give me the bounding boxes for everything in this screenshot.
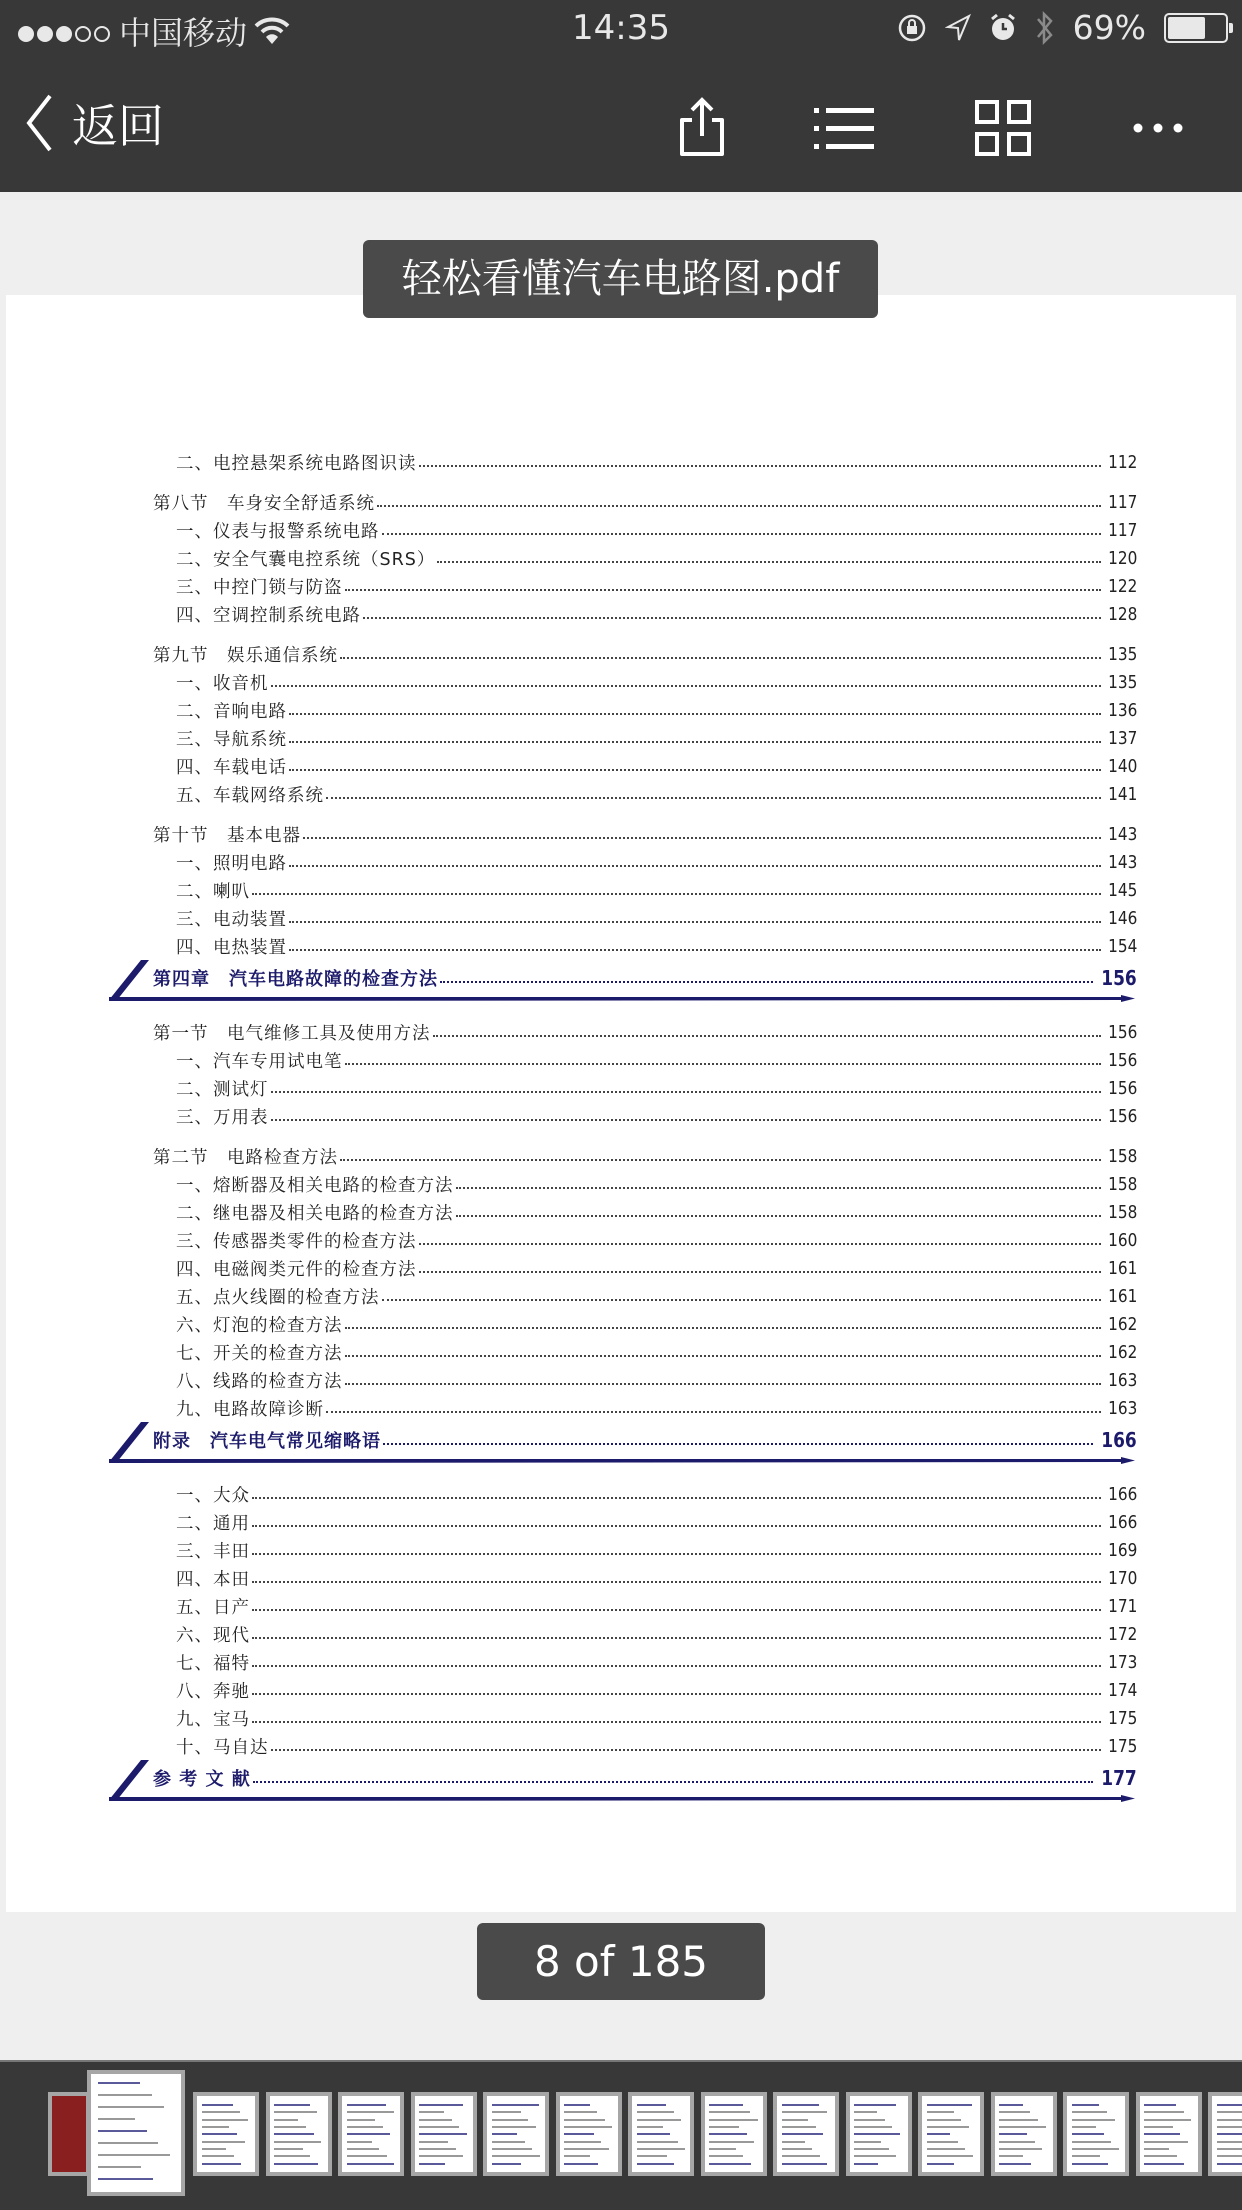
- thumbnail[interactable]: [628, 2092, 694, 2176]
- toc-page: 141: [1107, 783, 1137, 805]
- toc-label: 五、点火线圈的检查方法: [176, 1287, 380, 1308]
- toc-label: 参 考 文 献: [153, 1769, 251, 1790]
- toc-label: 一、仪表与报警系统电路: [176, 521, 380, 542]
- toc-item[interactable]: [153, 1366, 1137, 1394]
- toc-label: 三、丰田: [176, 1541, 250, 1562]
- toc-item[interactable]: [153, 668, 1137, 696]
- toc-label: 八、奔驰: [176, 1681, 250, 1702]
- toc-page: 156: [1107, 1049, 1137, 1071]
- battery-icon: [1164, 13, 1228, 43]
- toc-label: 二、音响电路: [176, 701, 287, 722]
- toc-section[interactable]: [153, 488, 1137, 516]
- thumbnail[interactable]: [193, 2092, 259, 2176]
- toc-label: 一、熔断器及相关电路的检查方法: [176, 1175, 454, 1196]
- toc-item[interactable]: [153, 1648, 1137, 1676]
- more-icon[interactable]: [1126, 96, 1190, 160]
- toc-label: 二、安全气囊电控系统（SRS）: [176, 549, 436, 570]
- list-icon[interactable]: [812, 96, 876, 160]
- toc-label: 第一节 电气维修工具及使用方法: [153, 1023, 431, 1044]
- thumbnail[interactable]: [1136, 2092, 1202, 2176]
- toc-leader: [252, 1665, 1101, 1667]
- toc-page: 158: [1107, 1145, 1137, 1167]
- toc-item[interactable]: [153, 1226, 1137, 1254]
- toc-page: 156: [1107, 1021, 1137, 1043]
- toc-leader: [345, 1063, 1101, 1065]
- toc-item[interactable]: [153, 1732, 1137, 1760]
- toc-label: 五、车载网络系统: [176, 785, 324, 806]
- toc-leader: [377, 505, 1101, 507]
- thumbnail[interactable]: [1063, 2092, 1129, 2176]
- toc-leader: [345, 1327, 1101, 1329]
- toc-item[interactable]: [153, 1310, 1137, 1338]
- toc-page: 156: [1107, 1105, 1137, 1127]
- toc-page: 117: [1107, 519, 1137, 541]
- toc-leader: [419, 465, 1101, 467]
- toc-label: 二、通用: [176, 1513, 250, 1534]
- toc-item[interactable]: [153, 1592, 1137, 1620]
- toc-leader: [437, 561, 1100, 563]
- toc-page: 166: [1107, 1511, 1137, 1533]
- toc-label: 二、喇叭: [176, 881, 250, 902]
- toc-page: 169: [1107, 1539, 1137, 1561]
- toc-page: 158: [1107, 1173, 1137, 1195]
- toc-leader: [253, 1781, 1093, 1783]
- toc-item[interactable]: [153, 572, 1137, 600]
- toc-label: 二、测试灯: [176, 1079, 269, 1100]
- toc-leader: [326, 1411, 1101, 1413]
- toc-item[interactable]: [153, 752, 1137, 780]
- toc-leader: [252, 1637, 1101, 1639]
- toc-label: 四、空调控制系统电路: [176, 605, 361, 626]
- toc-label: 一、汽车专用试电笔: [176, 1051, 343, 1072]
- clock: 14:35: [572, 8, 670, 48]
- toc-leader: [340, 1159, 1101, 1161]
- thumbnail[interactable]: [773, 2092, 839, 2176]
- toc-page: 145: [1107, 879, 1137, 901]
- toc-section[interactable]: [153, 640, 1137, 668]
- toc-chapter[interactable]: [109, 1422, 1137, 1480]
- toc-page: 166: [1101, 1428, 1137, 1452]
- bluetooth-icon: [1035, 9, 1055, 47]
- carrier-label: 中国移动: [119, 14, 248, 52]
- thumbnail-strip[interactable]: [0, 2060, 1242, 2210]
- toc-leader: [363, 617, 1101, 619]
- toc-label: 七、开关的检查方法: [176, 1343, 343, 1364]
- thumbnail-current[interactable]: [87, 2070, 185, 2196]
- toc-chapter[interactable]: [109, 1760, 1137, 1818]
- toc-item[interactable]: [153, 1704, 1137, 1732]
- toc-leader: [252, 1693, 1101, 1695]
- toc-item[interactable]: [153, 516, 1137, 544]
- toc-leader: [252, 1581, 1101, 1583]
- toc-page: 140: [1107, 755, 1137, 777]
- toc-section[interactable]: [153, 820, 1137, 848]
- toc-section[interactable]: [153, 1142, 1137, 1170]
- toc-leader: [456, 1215, 1101, 1217]
- toc-page: 112: [1107, 451, 1137, 473]
- toc-page: 163: [1107, 1397, 1137, 1419]
- toc-item[interactable]: [153, 876, 1137, 904]
- toc-leader: [252, 1525, 1101, 1527]
- toc-item[interactable]: [153, 1338, 1137, 1366]
- toc-item[interactable]: [153, 1394, 1137, 1422]
- toc-leader: [289, 921, 1101, 923]
- toc-label: 第二节 电路检查方法: [153, 1147, 338, 1168]
- toc-page: 175: [1107, 1735, 1137, 1757]
- toc-leader: [289, 865, 1101, 867]
- toc-leader: [271, 1091, 1101, 1093]
- toc-leader: [271, 685, 1101, 687]
- toc-leader: [252, 1553, 1101, 1555]
- toc-item[interactable]: [153, 1508, 1137, 1536]
- status-bar: [0, 0, 1242, 62]
- alarm-icon: [989, 13, 1017, 43]
- thumbnail[interactable]: [701, 2092, 767, 2176]
- toc-label: 二、继电器及相关电路的检查方法: [176, 1203, 454, 1224]
- toc-item[interactable]: [153, 724, 1137, 752]
- thumbnail[interactable]: [846, 2092, 912, 2176]
- toc-page: 143: [1107, 851, 1137, 873]
- toc-page: 156: [1101, 966, 1137, 990]
- toc-leader: [383, 1443, 1093, 1445]
- toc-leader: [419, 1271, 1101, 1273]
- toc-leader: [252, 1497, 1101, 1499]
- toc-leader: [345, 1355, 1101, 1357]
- toc-page: 161: [1107, 1285, 1137, 1307]
- toc-label: 三、导航系统: [176, 729, 287, 750]
- toc-page: 170: [1107, 1567, 1137, 1589]
- toc-label: 第九节 娱乐通信系统: [153, 645, 338, 666]
- status-icons: [897, 8, 1228, 47]
- toc-page: 143: [1107, 823, 1137, 845]
- toc-leader: [340, 657, 1101, 659]
- toc-item[interactable]: [153, 1536, 1137, 1564]
- toc-label: 第十节 基本电器: [153, 825, 301, 846]
- toc-item[interactable]: [153, 448, 1137, 476]
- toc-leader: [345, 589, 1101, 591]
- toc-label: 三、传感器类零件的检查方法: [176, 1231, 417, 1252]
- toc-leader: [345, 1383, 1101, 1385]
- page-indicator: 8 of 185: [477, 1923, 765, 2000]
- toc-item[interactable]: [153, 1046, 1137, 1074]
- toc-leader: [271, 1749, 1101, 1751]
- toc-item[interactable]: [153, 932, 1137, 960]
- toc-label: 第四章 汽车电路故障的检查方法: [153, 969, 438, 990]
- rotation-lock-icon: [897, 13, 927, 43]
- thumbnail[interactable]: [1208, 2092, 1242, 2176]
- toc-leader: [289, 769, 1101, 771]
- toc-item[interactable]: [153, 600, 1137, 628]
- toc-page: 135: [1107, 671, 1137, 693]
- toc-leader: [289, 949, 1101, 951]
- toc-leader: [382, 1299, 1101, 1301]
- toc-leader: [326, 797, 1101, 799]
- toc-label: 九、宝马: [176, 1709, 250, 1730]
- toc-item[interactable]: [153, 1254, 1137, 1282]
- thumbnail[interactable]: [266, 2092, 332, 2176]
- toc-label: 一、照明电路: [176, 853, 287, 874]
- toc-label: 十、马自达: [176, 1737, 269, 1758]
- toc-page: 117: [1107, 491, 1137, 513]
- toc-leader: [433, 1035, 1101, 1037]
- toc-label: 三、万用表: [176, 1107, 269, 1128]
- toc-item[interactable]: [153, 696, 1137, 724]
- toc-leader: [419, 1243, 1101, 1245]
- toc-label: 四、电热装置: [176, 937, 287, 958]
- toc-label: 一、大众: [176, 1485, 250, 1506]
- grid-icon[interactable]: [971, 96, 1035, 160]
- toc-item[interactable]: [153, 1170, 1137, 1198]
- toc-label: 第八节 车身安全舒适系统: [153, 493, 375, 514]
- toc-item[interactable]: [153, 1676, 1137, 1704]
- toc-page: 160: [1107, 1229, 1137, 1251]
- toc-item[interactable]: [153, 1102, 1137, 1130]
- thumbnail[interactable]: [918, 2092, 984, 2176]
- back-button[interactable]: [24, 90, 164, 156]
- toc-item[interactable]: [153, 1480, 1137, 1508]
- toc-page: 137: [1107, 727, 1137, 749]
- thumbnail[interactable]: [338, 2092, 404, 2176]
- back-label: 返回: [72, 99, 164, 153]
- toc-item[interactable]: [153, 1620, 1137, 1648]
- toc-leader: [252, 1721, 1101, 1723]
- toc-page: 158: [1107, 1201, 1137, 1223]
- toc-page: 171: [1107, 1595, 1137, 1617]
- toc-page: 156: [1107, 1077, 1137, 1099]
- toc-page: 162: [1107, 1341, 1137, 1363]
- toc-page: 135: [1107, 643, 1137, 665]
- toc-label: 四、车载电话: [176, 757, 287, 778]
- battery-percent: 69%: [1072, 8, 1146, 47]
- toc-page: 122: [1107, 575, 1137, 597]
- table-of-contents: [153, 448, 1137, 1818]
- toc-chapter[interactable]: [109, 960, 1137, 1018]
- toolbar: [0, 62, 1242, 192]
- chevron-left-icon: [24, 93, 54, 153]
- thumbnail[interactable]: [991, 2092, 1057, 2176]
- toc-item[interactable]: [153, 1564, 1137, 1592]
- toc-item[interactable]: [153, 780, 1137, 808]
- toc-page: 162: [1107, 1313, 1137, 1335]
- toc-label: 一、收音机: [176, 673, 269, 694]
- toc-label: 三、电动装置: [176, 909, 287, 930]
- document-title: 轻松看懂汽车电路图.pdf: [363, 240, 878, 318]
- toc-label: 八、线路的检查方法: [176, 1371, 343, 1392]
- toc-label: 二、电控悬架系统电路图识读: [176, 453, 417, 474]
- toc-item[interactable]: [153, 1074, 1137, 1102]
- toc-section[interactable]: [153, 1018, 1137, 1046]
- toc-label: 四、电磁阀类元件的检查方法: [176, 1259, 417, 1280]
- toc-leader: [289, 741, 1101, 743]
- toc-page: 128: [1107, 603, 1137, 625]
- share-icon[interactable]: [670, 96, 734, 160]
- toc-page: 175: [1107, 1707, 1137, 1729]
- toc-page: 163: [1107, 1369, 1137, 1391]
- toc-leader: [289, 713, 1101, 715]
- toc-item[interactable]: [153, 848, 1137, 876]
- toc-item[interactable]: [153, 1198, 1137, 1226]
- toc-label: 六、现代: [176, 1625, 250, 1646]
- toc-leader: [456, 1187, 1101, 1189]
- thumbnail[interactable]: [48, 2092, 90, 2176]
- toc-page: 161: [1107, 1257, 1137, 1279]
- toc-label: 六、灯泡的检查方法: [176, 1315, 343, 1336]
- thumbnail[interactable]: [411, 2092, 477, 2176]
- toc-item[interactable]: [153, 904, 1137, 932]
- toc-page: 120: [1107, 547, 1137, 569]
- toc-item[interactable]: [153, 544, 1137, 572]
- pdf-page[interactable]: [6, 295, 1236, 1912]
- toc-leader: [303, 837, 1101, 839]
- toc-label: 四、本田: [176, 1569, 250, 1590]
- toc-leader: [271, 1119, 1101, 1121]
- toc-page: 136: [1107, 699, 1137, 721]
- toc-item[interactable]: [153, 1282, 1137, 1310]
- toc-leader: [382, 533, 1101, 535]
- location-icon: [945, 13, 971, 43]
- toc-page: 172: [1107, 1623, 1137, 1645]
- thumbnail[interactable]: [483, 2092, 549, 2176]
- toc-label: 七、福特: [176, 1653, 250, 1674]
- toc-page: 177: [1101, 1766, 1137, 1790]
- toc-leader: [252, 893, 1101, 895]
- toc-label: 三、中控门锁与防盗: [176, 577, 343, 598]
- toc-label: 九、电路故障诊断: [176, 1399, 324, 1420]
- toc-leader: [252, 1609, 1101, 1611]
- toc-page: 174: [1107, 1679, 1137, 1701]
- toc-leader: [440, 981, 1093, 983]
- toc-page: 146: [1107, 907, 1137, 929]
- toc-page: 154: [1107, 935, 1137, 957]
- thumbnail[interactable]: [556, 2092, 622, 2176]
- toc-page: 166: [1107, 1483, 1137, 1505]
- toc-page: 173: [1107, 1651, 1137, 1673]
- toc-label: 附录 汽车电气常见缩略语: [153, 1431, 381, 1452]
- toc-label: 五、日产: [176, 1597, 250, 1618]
